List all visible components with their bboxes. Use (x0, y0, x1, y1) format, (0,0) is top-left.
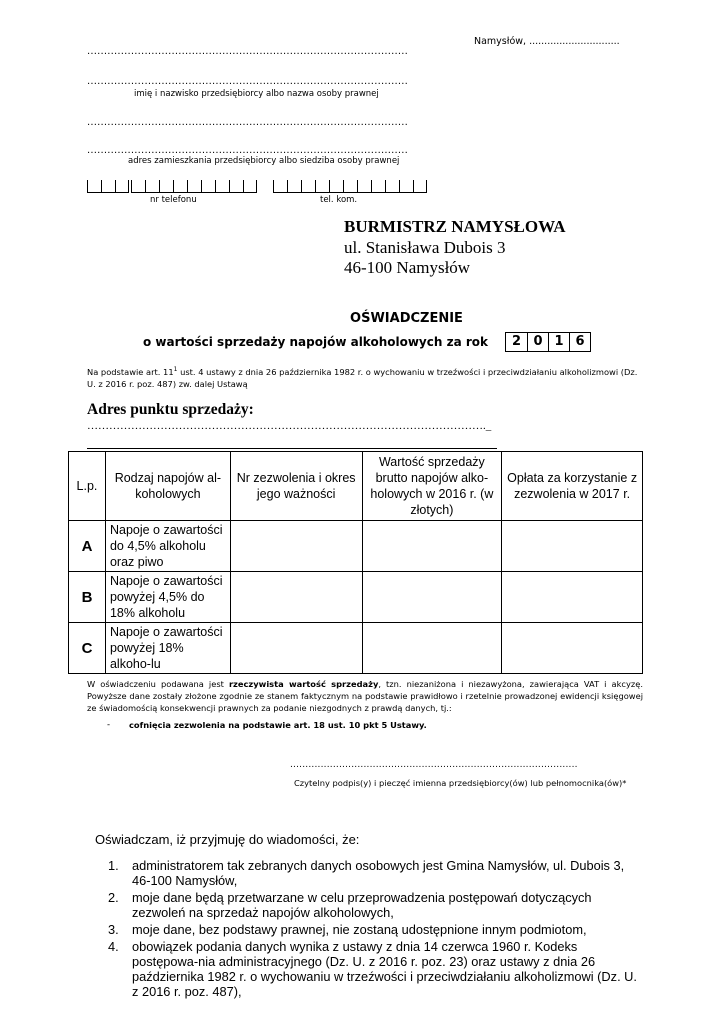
consent-list (108, 858, 640, 1001)
row-lp: B (69, 572, 106, 623)
row-lp: C (69, 623, 106, 674)
sales-value-cell[interactable] (362, 623, 502, 674)
header-permit: Nr zezwolenia i okres jego ważności (230, 452, 362, 521)
recipient-title: BURMISTRZ NAMYSŁOWA (344, 217, 566, 236)
phone-number-boxes[interactable] (131, 180, 257, 193)
place-date[interactable]: Namysłów, .............................. (474, 36, 620, 47)
sales-point-label: Adres punktu sprzedaży: (87, 401, 254, 418)
fee-cell[interactable] (502, 572, 643, 623)
declaration-title: OŚWIADCZENIE (350, 311, 463, 326)
signature-field[interactable]: .............................................................................................. (290, 760, 578, 770)
bullet-text: cofnięcia zezwolenia na podstawie art. 18 ust. 10 pkt 5 Ustawy. (129, 720, 427, 730)
fee-cell[interactable] (502, 521, 643, 572)
bullet-mark: - (107, 720, 111, 730)
recipient-street: ul. Stanisława Dubois 3 (344, 238, 506, 257)
row-kind: Napoje o zawartości powyżej 4,5% do 18% alkoholu (105, 572, 230, 623)
separator-line (87, 448, 497, 449)
list-item: 1. administratorem tak zebranych danych osobowych jest Gmina Namysłów, ul. Dubois 3, 46-100 Namysłów, (108, 858, 625, 888)
permit-cell[interactable] (230, 623, 362, 674)
legal-basis: Na podstawie art. $11^1$ ust. 4 ustawy z dnia 26 października 1982 r. o wychowaniu w trzeźwości i przeciwdziałaniu alkoholizmowi (Dz. U. z 2016 r. poz. 487) zw. dalej Ustawą (87, 366, 638, 389)
notice-text: W oświadczeniu podawana jest rzeczywista wartość sprzedaży, tzn. niezaniżona i niezawyżona, zawierająca VAT i akcyzę. Powyższe dane zostały złożone zgodnie ze stanem faktycznym na podstawie prawidłowo i rzetelnie prowadzonej ewidencji księgowej ze świadomością konsekwencji prawnych za podanie niezgodnych z prawdą danych, tj.: (87, 679, 643, 713)
year-digit: 6 (569, 333, 590, 351)
row-kind: Napoje o zawartości do 4,5% alkoholu oraz piwo (105, 521, 230, 572)
permit-cell[interactable] (230, 572, 362, 623)
mobile-caption: tel. kom. (320, 195, 358, 205)
applicant-line-3[interactable]: ............................................................................................... (87, 117, 408, 128)
applicant-line-1[interactable]: ............................................................................................... (87, 46, 408, 57)
table-row (69, 521, 643, 572)
year-digit: 0 (527, 333, 548, 351)
header-sales-value: Wartość sprzedaży brutto napojów alko-holowych w 2016 r. (w złotych) (362, 452, 502, 521)
phone-area-code-boxes[interactable] (87, 180, 129, 193)
header-kind: Rodzaj napojów al-koholowych (105, 452, 230, 521)
applicant-line-4[interactable]: ............................................................................................... (87, 145, 408, 156)
table-row (69, 623, 643, 674)
address-caption: adres zamieszkania przedsiębiorcy albo siedziba osoby prawnej (128, 156, 400, 166)
table-row (69, 572, 643, 623)
header-lp: L.p. (69, 452, 106, 521)
consent-intro: Oświadczam, iż przyjmuję do wiadomości, że: (95, 832, 360, 847)
year-digit: 1 (548, 333, 569, 351)
sales-value-cell[interactable] (362, 572, 502, 623)
declaration-subtitle: o wartości sprzedaży napojów alkoholowych za rok (143, 335, 488, 349)
list-item: 4. obowiązek podania danych wynika z ustawy z dnia 14 czerwca 1960 r. Kodeks postępowa-nia administracyjnego (Dz. U. z 2016 r. poz. 23) oraz ustawy z dnia 26 października 1982 r. o wychowaniu w trzeźwości i przeciwdziałaniu alkoholizmowi (Dz. U. z 2016 r. poz. 487), (108, 939, 637, 999)
name-caption: imię i nazwisko przedsiębiorcy albo nazwa osoby prawnej (134, 89, 379, 99)
list-item: 3. moje dane, bez podstawy prawnej, nie zostaną udostępnione innym podmiotom, (108, 922, 587, 937)
year-boxes[interactable] (505, 332, 591, 352)
fee-cell[interactable] (502, 623, 643, 674)
sales-value-cell[interactable] (362, 521, 502, 572)
row-lp: A (69, 521, 106, 572)
recipient-city: 46-100 Namysłów (344, 258, 471, 277)
header-fee: Opłata za korzystanie z zezwolenia w 2017 r. (502, 452, 643, 521)
year-digit: 2 (511, 334, 522, 349)
permit-cell[interactable] (230, 521, 362, 572)
phone-caption: nr telefonu (150, 195, 197, 205)
applicant-line-2[interactable]: ............................................................................................... (87, 76, 408, 87)
sales-table (68, 451, 643, 674)
mobile-number-boxes[interactable] (273, 180, 427, 193)
list-item: 2. moje dane będą przetwarzane w celu przeprowadzenia postępowań dotyczących zezwoleń na sprzedaż napojów alkoholowych, (108, 890, 592, 920)
signature-caption: Czytelny podpis(y) i pieczęć imienna przedsiębiorcy(ów) lub pełnomocnika(ów)* (294, 778, 627, 788)
sales-point-address-field[interactable]: ………………………………………………………………………………………………._ (87, 420, 492, 432)
row-kind: Napoje o zawartości powyżej 18% alkoho-lu (105, 623, 230, 674)
